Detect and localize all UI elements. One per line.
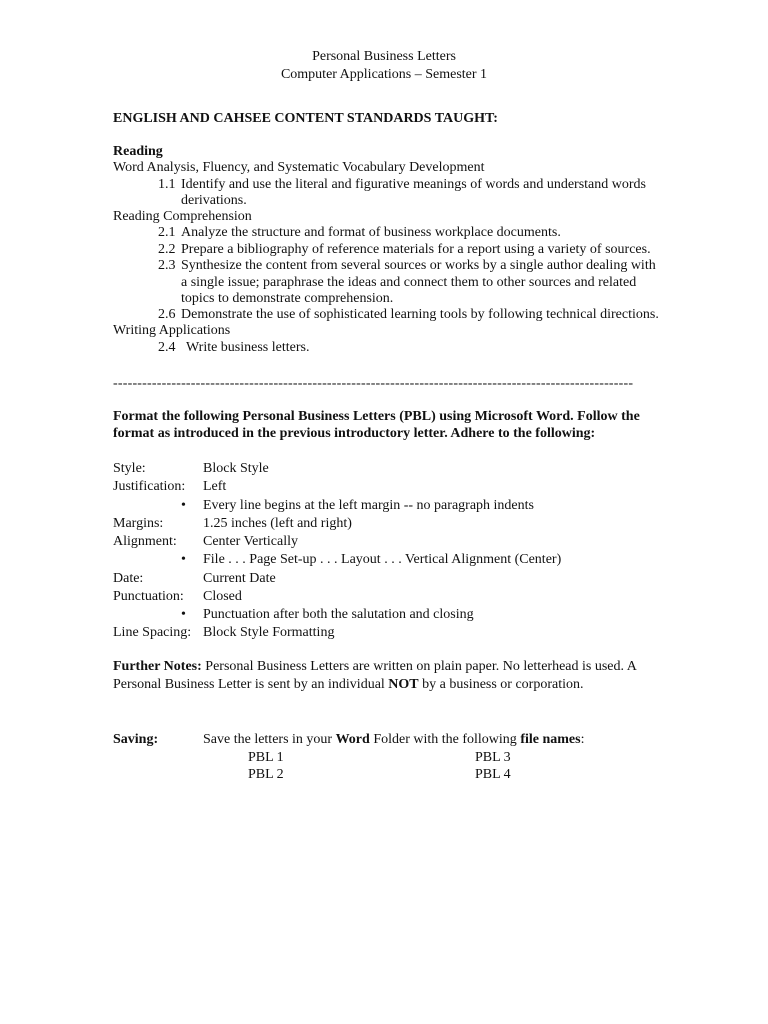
standard-text: Identify and use the literal and figurative meanings of words and understand words [181,177,646,192]
format-label: Punctuation: [113,589,184,604]
format-label: Line Spacing: [113,625,192,640]
bullet-icon: • [181,552,186,567]
format-bullet-text: Every line begins at the left margin -- no paragraph indents [203,498,534,513]
standard-number: 2.4 [158,340,176,355]
file-name: PBL 4 [475,767,511,782]
standard-text: derivations. [181,193,247,208]
format-bullet-text: File . . . Page Set-up . . . Layout . . . Vertical Alignment (Center) [203,552,562,567]
standard-text: Analyze the structure and format of business workplace documents. [181,225,561,240]
writing-applications-title: Writing Applications [113,323,231,338]
instructions-line: Format the following Personal Business Letters (PBL) using Microsoft Word. Follow the [113,409,640,424]
format-value: Current Date [203,571,276,586]
further-notes-text: by a business or corporation. [418,677,584,692]
format-label: Justification: [113,479,186,494]
format-label: Alignment: [113,534,177,549]
standard-text: Prepare a bibliography of reference materials for a report using a variety of sources. [181,242,651,257]
format-value: Center Vertically [203,534,298,549]
bullet-icon: • [181,607,186,622]
format-label: Date: [113,571,144,586]
standards-heading: ENGLISH AND CAHSEE CONTENT STANDARDS TAUGHT: [113,111,498,126]
format-value: Closed [203,589,242,604]
bullet-icon: • [181,498,186,513]
standard-number: 2.1 [158,225,176,240]
standard-number: 2.2 [158,242,176,257]
standard-text: Synthesize the content from several sources or works by a single author dealing with [181,258,656,273]
further-notes-paragraph [113,658,643,694]
file-name: PBL 3 [475,750,511,765]
format-label: Style: [113,461,146,476]
format-label: Margins: [113,516,164,531]
saving-label: Saving: [113,732,159,747]
file-name: PBL 2 [248,767,284,782]
format-value: 1.25 inches (left and right) [203,516,352,531]
further-notes-text: Personal Business Letters are written on plain paper. No letterhead is used. A Personal Business Letter is sent by an individual [113,659,637,692]
file-name: PBL 1 [248,750,284,765]
saving-instructions: Save the letters in your Word Folder with the following file names: [203,732,585,747]
reading-heading: Reading [113,144,163,159]
reading-comprehension-title: Reading Comprehension [113,209,252,224]
format-bullet-text: Punctuation after both the salutation and closing [203,607,474,622]
standard-text: Demonstrate the use of sophisticated learning tools by following technical directions. [181,307,659,322]
standard-number: 2.6 [158,307,176,322]
standard-text: a single issue; paraphrase the ideas and connect them to other sources and related [181,275,637,290]
instructions-line: format as introduced in the previous introductory letter. Adhere to the following: [113,426,596,441]
document-title: Personal Business Letters [312,49,456,64]
standard-number: 2.3 [158,258,176,273]
format-value: Left [203,479,227,494]
standard-text: Write business letters. [186,340,310,355]
dashed-separator: ----------------------------------------------------------------------------------------------------------- [113,376,634,391]
further-notes-emphasis: NOT [388,677,419,692]
word-analysis-title: Word Analysis, Fluency, and Systematic Vocabulary Development [113,160,485,175]
standard-number: 1.1 [158,177,176,192]
format-value: Block Style [203,461,269,476]
further-notes-label: Further Notes: [113,659,202,674]
document-subtitle: Computer Applications – Semester 1 [280,67,488,82]
format-value: Block Style Formatting [203,625,335,640]
standard-text: topics to demonstrate comprehension. [181,291,394,306]
